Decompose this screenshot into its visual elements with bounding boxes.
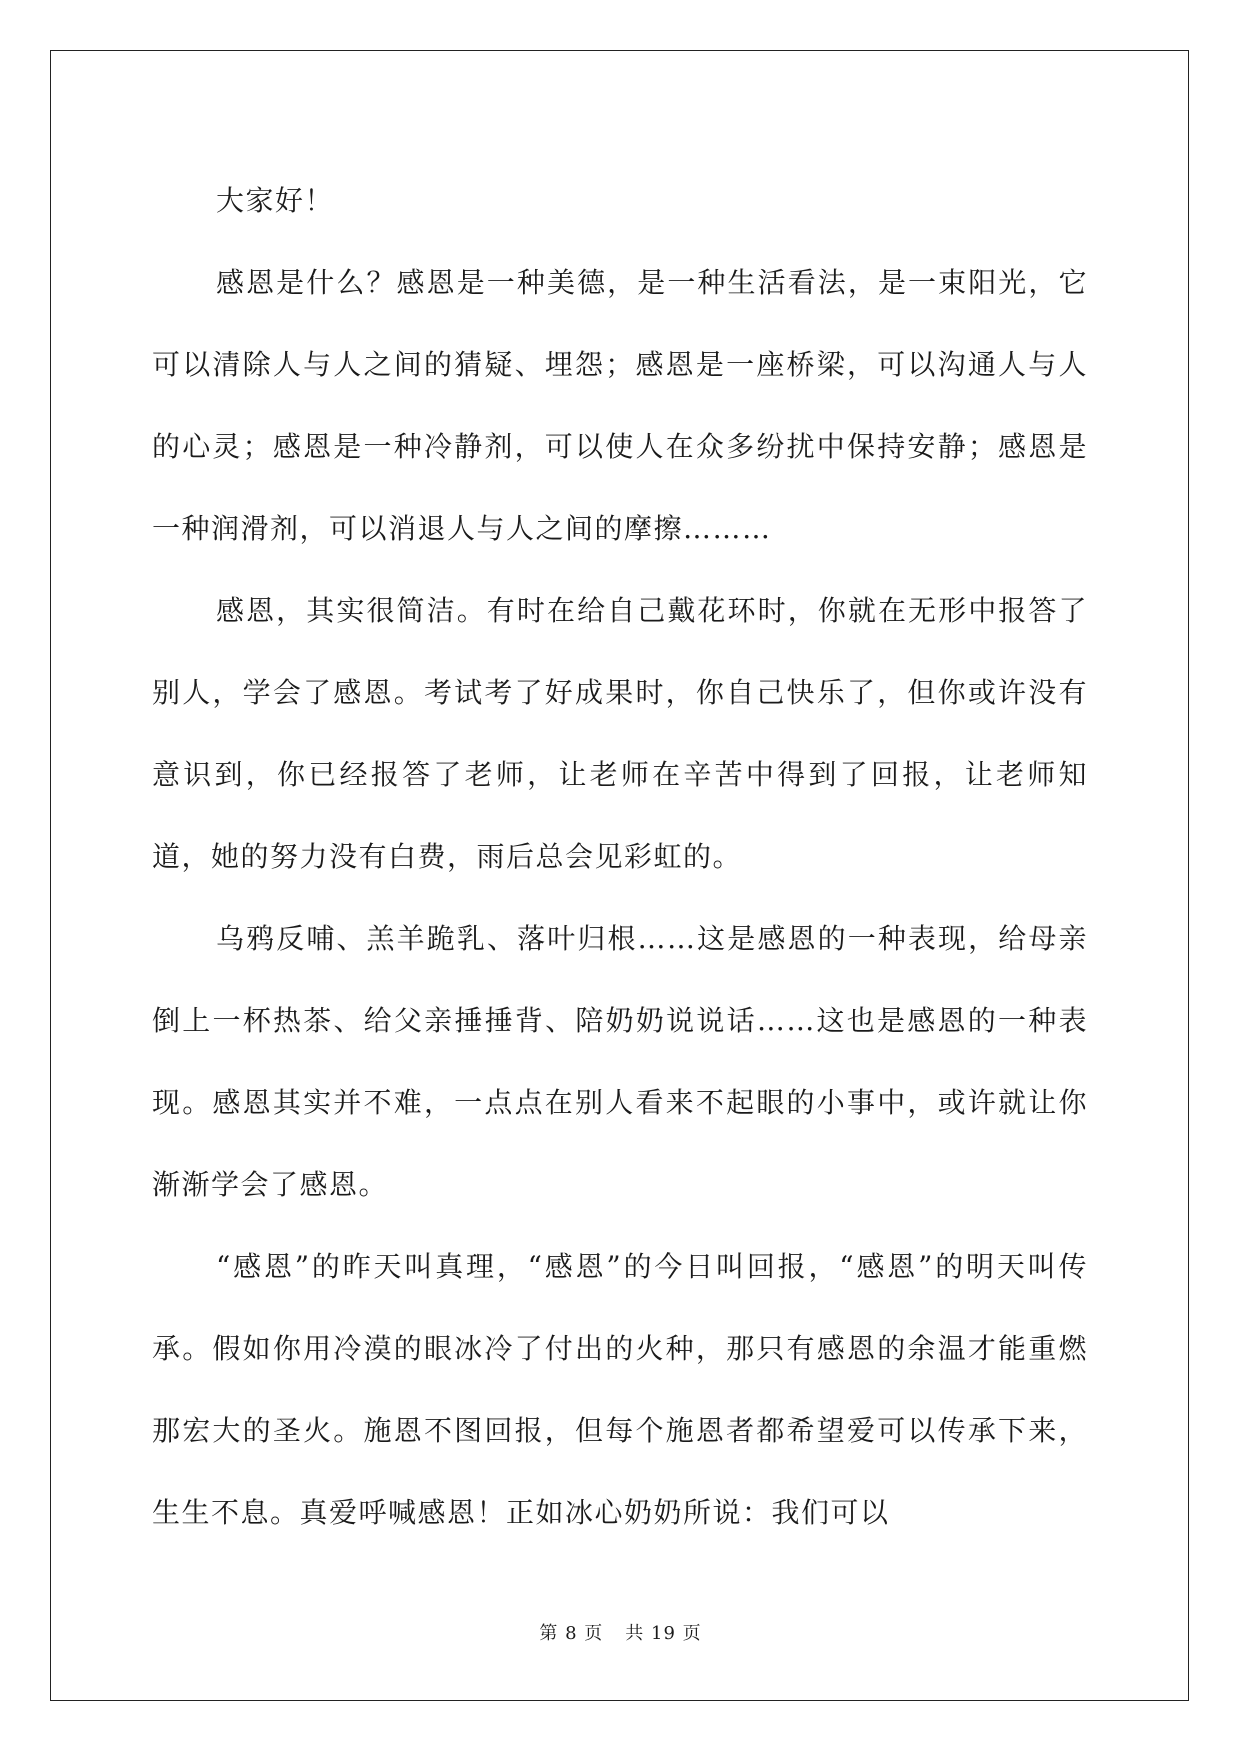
paragraph-greeting: 大家好！	[216, 184, 335, 217]
paragraph-gratitude-examples: 乌鸦反哺、羔羊跪乳、落叶归根……这是感恩的一种表现，给母亲倒上一杯热茶、给父亲捶捶背、陪奶奶说说话……这也是感恩的一种表现。感恩其实并不难，一点点在别人看来不起眼的小事中，或许就让你渐渐学会了感恩。	[152, 922, 1088, 1201]
document-body	[152, 160, 1088, 1554]
total-pages: 共 19 页	[625, 1623, 702, 1644]
paragraph-gratitude-past-present-future: “感恩”的昨天叫真理，“感恩”的今日叫回报，“感恩”的明天叫传承。假如你用冷漠的眼冰冷了付出的火种，那只有感恩的余温才能重燃那宏大的圣火。施恩不图回报，但每个施恩者都希望爱可以传承下来，生生不息。真爱呼喊感恩！正如冰心奶奶所说：我们可以	[152, 1250, 1088, 1529]
page-footer	[0, 1622, 1241, 1646]
page-number: 第 8 页	[539, 1623, 604, 1644]
paragraph-what-is-gratitude: 感恩是什么？感恩是一种美德，是一种生活看法，是一束阳光，它可以清除人与人之间的猜疑、埋怨；感恩是一座桥梁，可以沟通人与人的心灵；感恩是一种冷静剂，可以使人在众多纷扰中保持安静；感恩是一种润滑剂，可以消退人与人之间的摩擦………	[152, 266, 1088, 545]
paragraph-gratitude-simple: 感恩，其实很简洁。有时在给自己戴花环时，你就在无形中报答了别人，学会了感恩。考试考了好成果时，你自己快乐了，但你或许没有意识到，你已经报答了老师，让老师在辛苦中得到了回报，让老师知道，她的努力没有白费，雨后总会见彩虹的。	[152, 594, 1088, 873]
